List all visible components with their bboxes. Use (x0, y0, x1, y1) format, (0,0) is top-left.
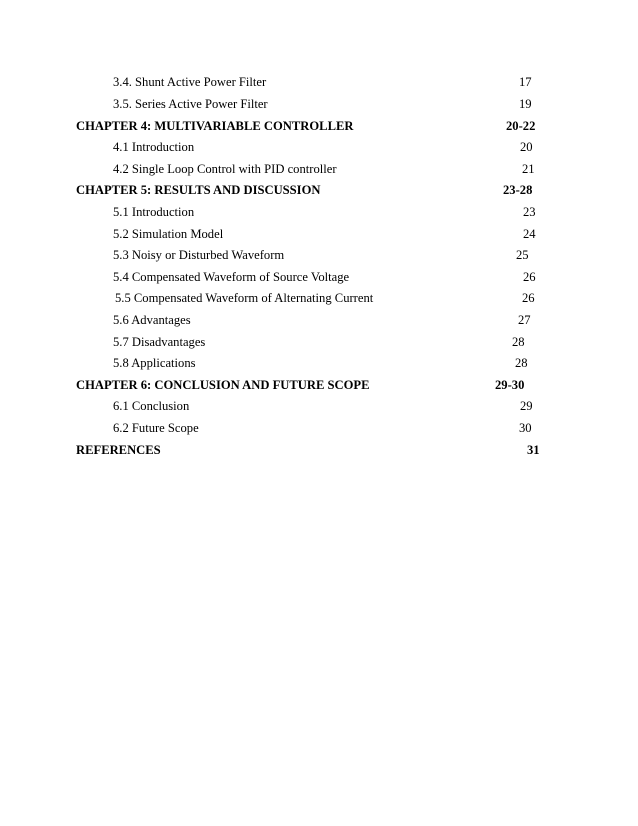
toc-entry-5-5 (0, 288, 638, 308)
toc-entry-page: 29-30 (495, 378, 525, 392)
toc-entry-5-8 (0, 353, 638, 373)
toc-entry-page: 27 (518, 313, 531, 327)
toc-entry-page: 31 (527, 443, 540, 457)
toc-entry-page: 29 (520, 399, 533, 413)
toc-entry-5-6 (0, 310, 638, 330)
toc-entry-5-7 (0, 332, 638, 352)
toc-entry-title: REFERENCES (76, 443, 161, 457)
toc-chapter-4 (0, 116, 638, 136)
toc-chapter-5 (0, 180, 638, 200)
toc-entry-page: 23-28 (503, 183, 533, 197)
toc-entry-title: 5.3 Noisy or Disturbed Waveform (113, 248, 285, 262)
toc-entry-4-1 (0, 137, 638, 157)
toc-entry-6-2 (0, 418, 638, 438)
toc-entry-title: 3.5. Series Active Power Filter (113, 97, 268, 111)
toc-entry-6-1 (0, 396, 638, 416)
toc-entry-page: 28 (512, 335, 525, 349)
toc-entry-page: 25 (516, 248, 529, 262)
toc-entry-page: 20 (520, 140, 533, 154)
toc-entry-4-2 (0, 159, 638, 179)
toc-entry-5-3 (0, 245, 638, 265)
toc-entry-title: 6.2 Future Scope (113, 421, 199, 435)
toc-entry-page: 24 (523, 227, 536, 241)
toc-entry-5-2 (0, 224, 638, 244)
toc-entry-page: 26 (522, 291, 535, 305)
toc-entry-page: 20-22 (506, 119, 536, 133)
toc-entry-title: 5.2 Simulation Model (113, 227, 224, 241)
toc-entry-title: CHAPTER 6: CONCLUSION AND FUTURE SCOPE (76, 378, 370, 392)
toc-entry-page: 21 (522, 162, 535, 176)
toc-entry-title: 3.4. Shunt Active Power Filter (113, 75, 267, 89)
toc-entry-title: 5.4 Compensated Waveform of Source Voltage (113, 270, 350, 284)
toc-entry-page: 19 (519, 97, 532, 111)
toc-entry-title: CHAPTER 4: MULTIVARIABLE CONTROLLER (76, 119, 354, 133)
toc-entry-page: 28 (515, 356, 528, 370)
toc-entry-title: 5.7 Disadvantages (113, 335, 206, 349)
toc-entry-title: 5.6 Advantages (113, 313, 191, 327)
toc-entry-page: 30 (519, 421, 532, 435)
toc-chapter-6 (0, 375, 638, 395)
toc-entry-page: 26 (523, 270, 536, 284)
toc-entry-title: 4.2 Single Loop Control with PID controller (113, 162, 337, 176)
toc-entry-page: 23 (523, 205, 536, 219)
toc-references (0, 440, 638, 460)
toc-entry-page: 17 (519, 75, 532, 89)
toc-entry-3-5 (0, 94, 638, 114)
toc-entry-title: 5.1 Introduction (113, 205, 195, 219)
toc-entry-5-1 (0, 202, 638, 222)
toc-entry-3-4 (0, 72, 638, 92)
toc-entry-title: 6.1 Conclusion (113, 399, 190, 413)
toc-entry-title: 5.5 Compensated Waveform of Alternating Current (115, 291, 374, 305)
toc-entry-title: CHAPTER 5: RESULTS AND DISCUSSION (76, 183, 321, 197)
toc-entry-5-4 (0, 267, 638, 287)
toc-entry-title: 4.1 Introduction (113, 140, 195, 154)
toc-entry-title: 5.8 Applications (113, 356, 196, 370)
